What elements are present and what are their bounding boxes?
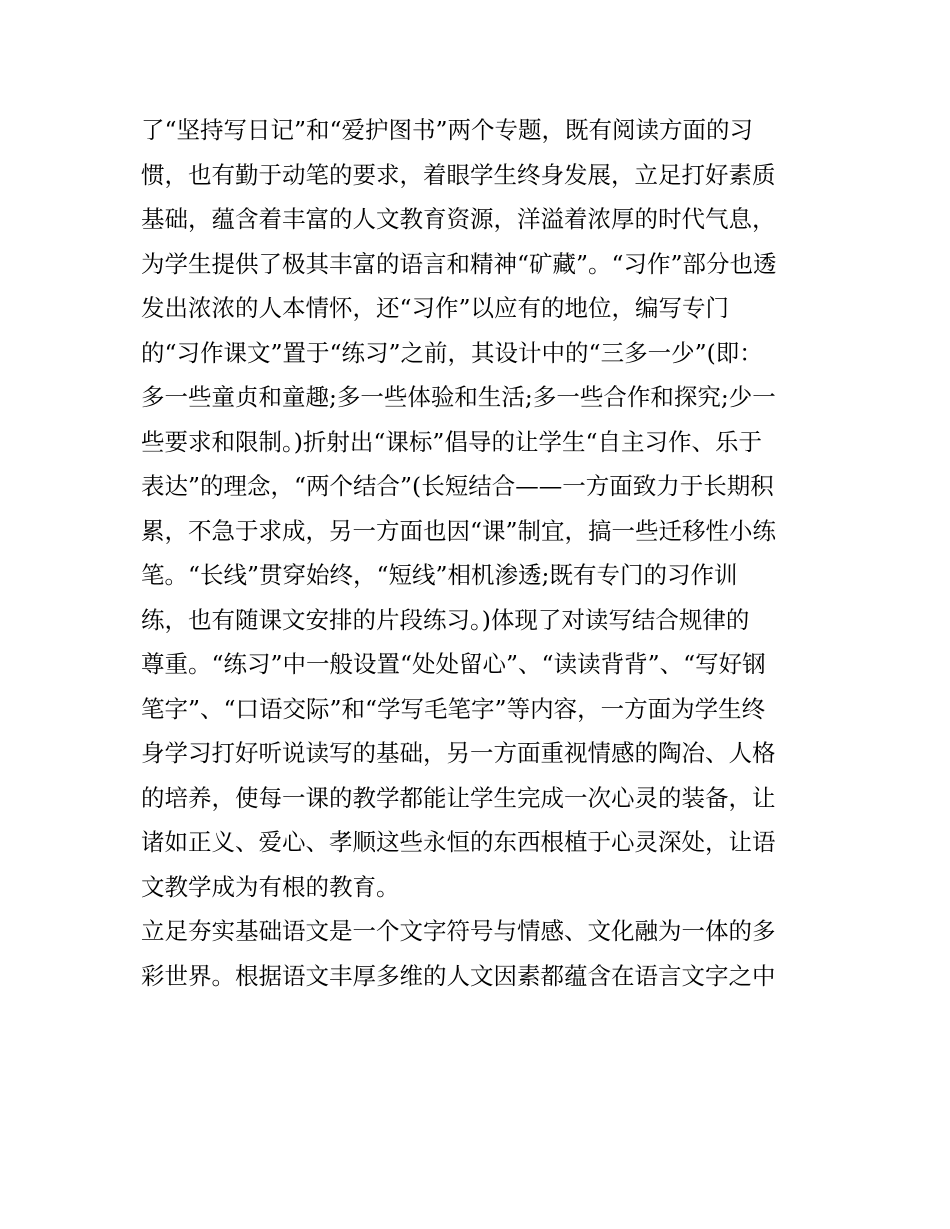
text-line: 立足夯实基础语文是一个文字符号与情感、文化融为一体的多 — [141, 917, 776, 945]
text-line: 发出浓浓的人本情怀，还“习作”以应有的地位，编写专门 — [141, 294, 730, 322]
text-line: 诸如正义、爱心、孝顺这些永恒的东西根植于心灵深处，让语 — [141, 828, 776, 856]
text-line: 笔字”、“口语交际”和“学写毛笔字”等内容，一方面为学生终 — [141, 694, 766, 723]
text-line: 基础，蕴含着丰富的人文教育资源，洋溢着浓厚的时代气息， — [141, 205, 776, 233]
text-line: 为学生提供了极其丰富的语言和精神“矿藏”。“习作”部分也透 — [141, 249, 777, 278]
text-line: 练，也有随课文安排的片段练习。)体现了对读写结合规律的 — [141, 605, 750, 634]
text-line: 彩世界。根据语文丰厚多维的人文因素都蕴含在语言文字之中 — [141, 961, 776, 990]
text-line: 笔。“长线”贯穿始终，“短线”相机渗透;既有专门的习作训 — [141, 561, 738, 589]
text-line: 的培养，使每一课的教学都能让学生完成一次心灵的装备，让 — [141, 783, 776, 812]
text-line: 表达”的理念，“两个结合”(长短结合——一方面致力于长期积 — [141, 472, 774, 500]
body-text — [141, 108, 821, 998]
text-line: 尊重。“练习”中一般设置“处处留心”、“读读背背”、“写好钢 — [141, 650, 766, 678]
text-line: 些要求和限制。)折射出“课标”倡导的让学生“自主习作、乐于 — [141, 427, 762, 456]
text-line: 的“习作课文”置于“练习”之前，其设计中的“三多一少”(即： — [141, 338, 763, 367]
text-line: 文教学成为有根的教育。 — [141, 872, 400, 901]
text-line: 身学习打好听说读写的基础，另一方面重视情感的陶冶、人格 — [141, 739, 776, 767]
text-line: 了“坚持写日记”和“爱护图书”两个专题，既有阅读方面的习 — [141, 116, 754, 144]
text-line: 多一些童贞和童趣;多一些体验和生活;多一些合作和探究;少一 — [141, 383, 776, 411]
text-line: 惯，也有勤于动笔的要求，着眼学生终身发展，立足打好素质 — [141, 160, 776, 189]
text-line: 累，不急于求成，另一方面也因“课”制宜，搞一些迁移性小练 — [141, 516, 777, 545]
